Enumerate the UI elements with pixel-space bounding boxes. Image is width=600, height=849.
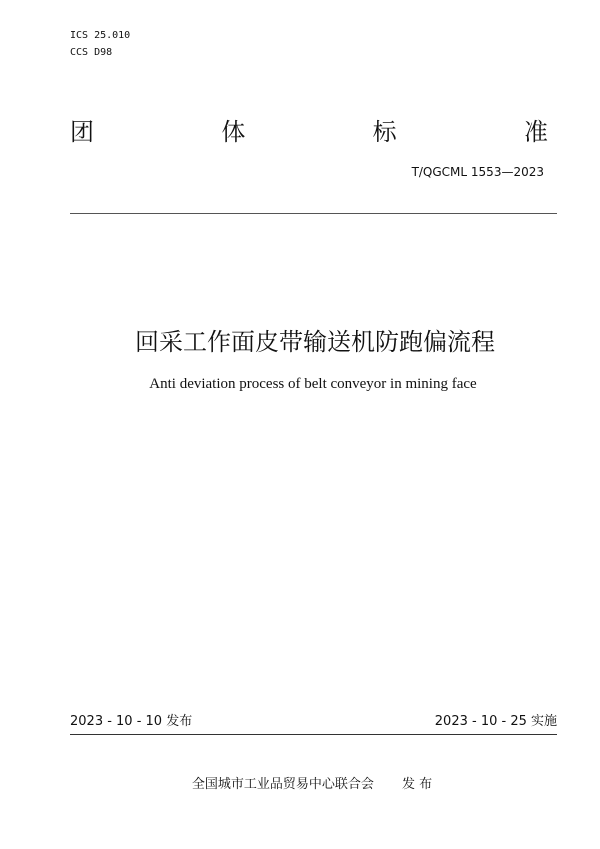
standard-type-heading — [70, 116, 548, 148]
document-title-chinese: 回采工作面皮带输送机防跑偏流程 — [135, 328, 495, 356]
standard-type-char: 准 — [523, 118, 548, 146]
ics-code: ICS 25.010 — [70, 30, 131, 41]
standard-type-char: 体 — [221, 118, 246, 146]
footer-divider — [70, 734, 557, 735]
implementation-date: 2023 - 10 - 25 实施 — [434, 714, 557, 729]
standard-type-char: 标 — [372, 118, 397, 146]
publish-action: 发 布 — [401, 777, 433, 792]
issue-date: 2023 - 10 - 10 发布 — [70, 714, 193, 729]
publisher-name: 全国城市工业品贸易中心联合会 — [191, 777, 374, 792]
document-title-english: Anti deviation process of belt conveyor in mining face — [149, 376, 477, 392]
publisher-line — [0, 776, 600, 794]
ccs-code: CCS D98 — [70, 47, 113, 58]
header-divider — [70, 213, 557, 214]
standard-code: T/QGCML 1553—2023 — [411, 165, 544, 179]
standard-type-char: 团 — [70, 118, 94, 146]
